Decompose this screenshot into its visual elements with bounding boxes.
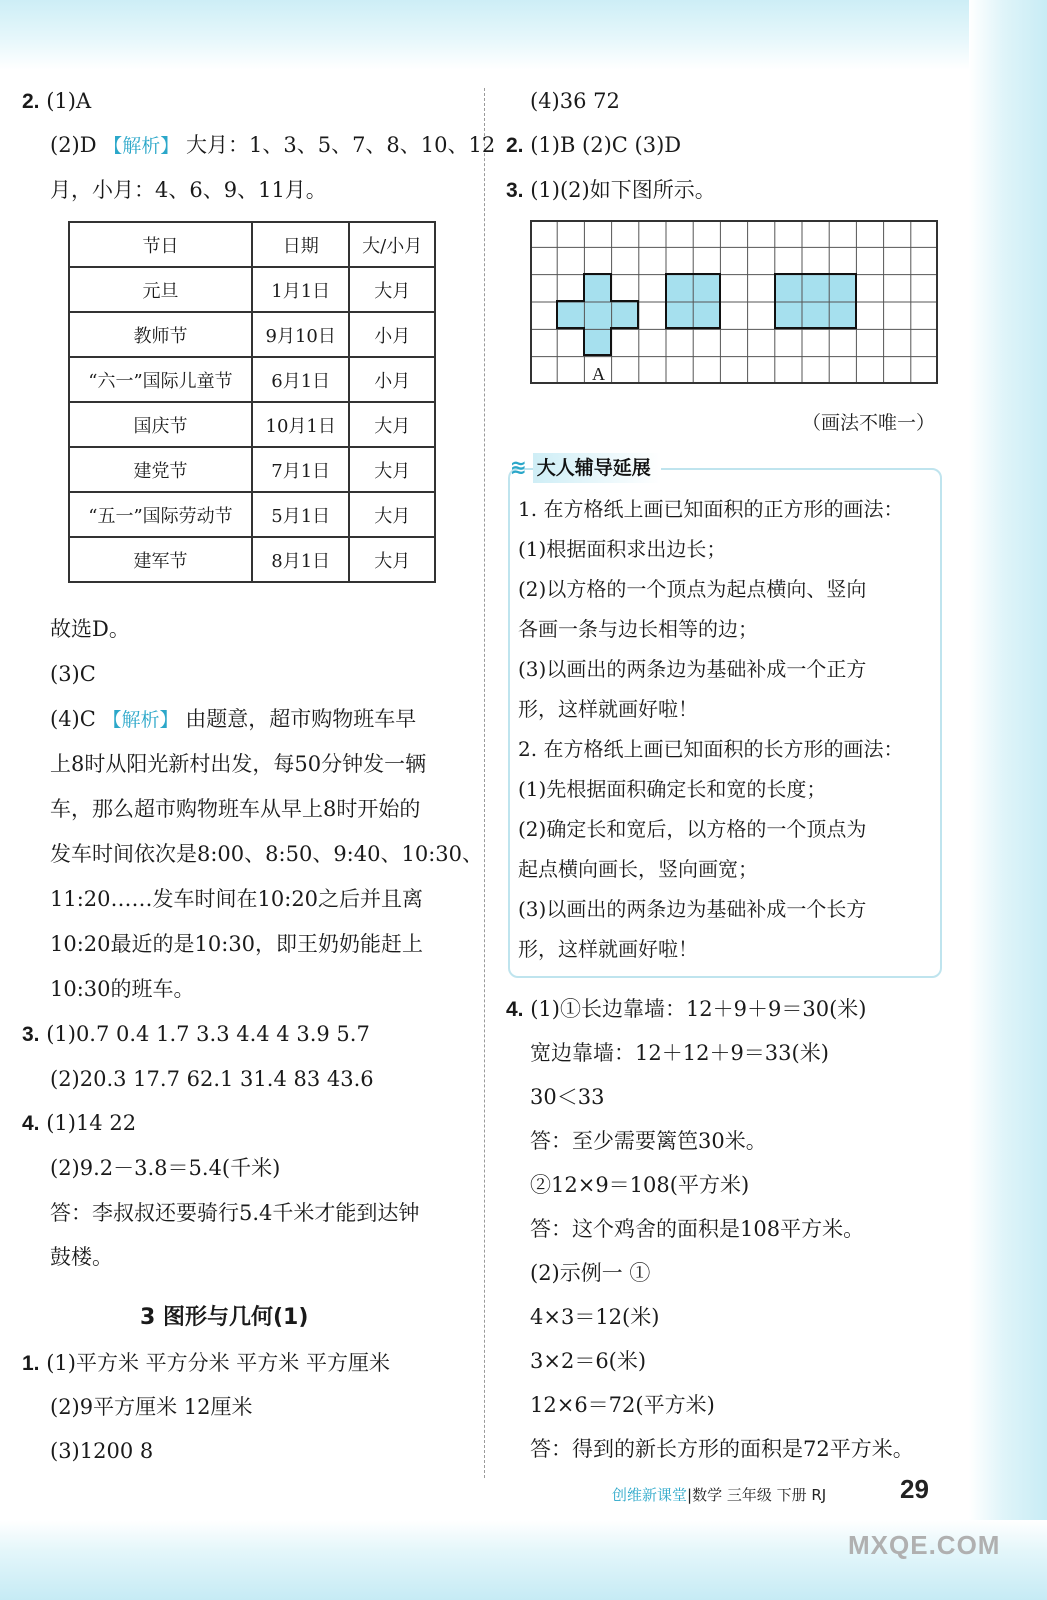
table-cell: “六一”国际儿童节: [69, 357, 252, 402]
table-row: [69, 267, 435, 312]
festival-table: [68, 221, 436, 583]
analysis-tag: 【解析】: [103, 135, 180, 157]
q2-4-line: 10:20最近的是10:30，即王奶奶能赶上: [50, 932, 424, 956]
r4-line: (2)示例一 ①: [530, 1261, 651, 1285]
table-row: [69, 447, 435, 492]
r4-line: 30＜33: [530, 1085, 605, 1109]
q2-2: (2)D 【解析】 大月：1、3、5、7、8、10、12: [50, 133, 496, 157]
tutoring-line: (3)以画出的两条边为基础补成一个长方: [518, 897, 867, 921]
table-row: [69, 357, 435, 402]
table-cell: 大月: [349, 447, 435, 492]
table-header-cell: 节日: [69, 222, 252, 267]
grid-lines: [530, 220, 938, 384]
tutoring-line: (2)以方格的一个顶点为起点横向、竖向: [518, 577, 867, 601]
r4-line: 12×6＝72(平方米): [530, 1393, 715, 1417]
column-divider: [484, 88, 485, 1478]
tutoring-line: 2. 在方格纸上画已知面积的长方形的画法：: [518, 737, 904, 761]
q2-4-line: 10:30的班车。: [50, 977, 195, 1001]
table-cell: 教师节: [69, 312, 252, 357]
highlighted-shapes: [557, 274, 856, 355]
table-row: [69, 492, 435, 537]
q2-4-line: 11:20……发车时间在10:20之后并且离: [50, 887, 424, 911]
table-cell: 大月: [349, 267, 435, 312]
watermark: MXQE.COM: [848, 1530, 1001, 1560]
s1-3: (3)1200 8: [50, 1439, 154, 1463]
q4-2: (2)9.2－3.8＝5.4(千米): [50, 1156, 281, 1180]
footer-info: |数学 三年级 下册 RJ: [687, 1486, 827, 1504]
page-footer: [612, 1484, 826, 1505]
q2-4: (4)C 【解析】 由题意，超市购物班车早: [50, 707, 417, 731]
table-cell: 8月1日: [252, 537, 349, 582]
table-cell: 9月10日: [252, 312, 349, 357]
table-header-row: [69, 222, 435, 267]
table-cell: 元旦: [69, 267, 252, 312]
r1-4: (4)36 72: [530, 89, 620, 113]
r4-line: 宽边靠墙：12＋12＋9＝33(米): [530, 1041, 829, 1065]
tutoring-box-title: ≋ 大人辅导延展: [510, 452, 661, 482]
tutoring-line: (1)根据面积求出边长；: [518, 537, 727, 561]
q2-3: (3)C: [50, 662, 96, 686]
s1-2: (2)9平方厘米 12厘米: [50, 1395, 253, 1419]
footer-brand: 创维新课堂: [612, 1486, 688, 1504]
table-cell: 国庆节: [69, 402, 252, 447]
s1-1: 1. (1)平方米 平方分米 平方米 平方厘米: [22, 1351, 390, 1375]
square-grid: [530, 220, 938, 384]
table-cell: 小月: [349, 312, 435, 357]
table-cell: 10月1日: [252, 402, 349, 447]
table-cell: 大月: [349, 492, 435, 537]
q4-1: 4. (1)14 22: [22, 1111, 137, 1135]
q4-answer: 答：李叔叔还要骑行5.4千米才能到达钟: [50, 1201, 420, 1225]
q4-answer-continued: 鼓楼。: [50, 1245, 113, 1269]
tutoring-line: 形，这样就画好啦！: [518, 937, 698, 961]
table-cell: 5月1日: [252, 492, 349, 537]
r2: 2. (1)B (2)C (3)D: [506, 133, 682, 157]
table-cell: 建军节: [69, 537, 252, 582]
page-number: 29: [900, 1474, 929, 1504]
grid-figure: [530, 220, 938, 384]
top-decorative-band: [0, 0, 1047, 70]
q2-4-line: 发车时间依次是8:00、8:50、9:40、10:30、: [50, 842, 483, 866]
table-row: [69, 402, 435, 447]
section-title: 3 图形与几何(1): [140, 1305, 309, 1330]
tutoring-line: (3)以画出的两条边为基础补成一个正方: [518, 657, 867, 681]
grid-caption: （画法不唯一）: [802, 412, 936, 434]
table-cell: “五一”国际劳动节: [69, 492, 252, 537]
r4-line: 答：这个鸡舍的面积是108平方米。: [530, 1217, 865, 1241]
q3-1: 3. (1)0.7 0.4 1.7 3.3 4.4 4 3.9 5.7: [22, 1022, 370, 1046]
r4-line: 答：至少需要篱笆30米。: [530, 1129, 767, 1153]
table-row: [69, 312, 435, 357]
table-cell: 1月1日: [252, 267, 349, 312]
tutoring-line: 各画一条与边长相等的边；: [518, 617, 758, 641]
tutoring-line: (2)确定长和宽后，以方格的一个顶点为: [518, 817, 867, 841]
table-cell: 6月1日: [252, 357, 349, 402]
r4-line: ②12×9＝108(平方米): [530, 1173, 750, 1197]
wave-icon: ≋: [510, 455, 527, 479]
r4-line: 答：得到的新长方形的面积是72平方米。: [530, 1437, 914, 1461]
q2-2-conclusion: 故选D。: [50, 617, 130, 641]
r4-line: 3×2＝6(米): [530, 1349, 647, 1373]
table-cell: 建党节: [69, 447, 252, 492]
q2-4-line: 上8时从阳光新村出发，每50分钟发一辆: [50, 752, 427, 776]
tutoring-line: 1. 在方格纸上画已知面积的正方形的画法：: [518, 497, 904, 521]
tutoring-line: 起点横向画长，竖向画宽；: [518, 857, 758, 881]
r4-line: 4×3＝12(米): [530, 1305, 660, 1329]
r3: 3. (1)(2)如下图所示。: [506, 178, 716, 202]
table-cell: 小月: [349, 357, 435, 402]
tutoring-line: 形，这样就画好啦！: [518, 697, 698, 721]
r4-1: 4. (1)①长边靠墙：12＋9＋9＝30(米): [506, 997, 867, 1021]
q2-4-line: 车，那么超市购物班车从早上8时开始的: [50, 797, 421, 821]
q3-2: (2)20.3 17.7 62.1 31.4 83 43.6: [50, 1067, 374, 1091]
tutoring-line: (1)先根据面积确定长和宽的长度；: [518, 777, 827, 801]
grid-point-label: A: [592, 364, 605, 384]
table-header-cell: 大/小月: [349, 222, 435, 267]
q2-2-continued: 月，小月：4、6、9、11月。: [50, 178, 327, 202]
table-cell: 大月: [349, 402, 435, 447]
table-cell: 7月1日: [252, 447, 349, 492]
table-header-cell: 日期: [252, 222, 349, 267]
table-row: [69, 537, 435, 582]
analysis-tag: 【解析】: [102, 709, 179, 731]
right-decorative-band: [969, 0, 1047, 1600]
table-cell: 大月: [349, 537, 435, 582]
q2-1: 2. (1)A: [22, 89, 92, 113]
